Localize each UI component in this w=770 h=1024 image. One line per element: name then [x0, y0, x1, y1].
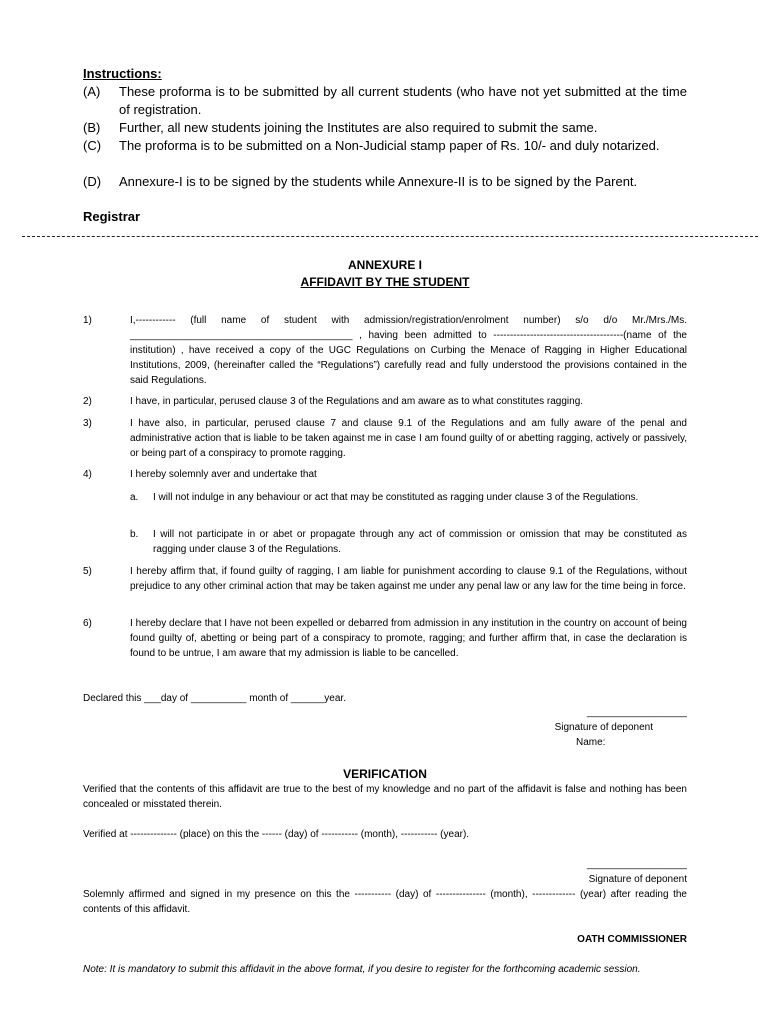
instruction-item-b	[83, 119, 687, 137]
verification-signature-label: Signature of deponent	[588, 874, 687, 885]
instruction-text: The proforma is to be submitted on a Non-Judicial stamp paper of Rs. 10/- and duly notarized.	[119, 138, 660, 153]
verification-signature-line: __________________	[586, 859, 687, 870]
instruction-text: Annexure-I is to be signed by the students while Annexure-II is to be signed by the Parent.	[119, 174, 638, 189]
subclause-text: I will not participate in or abet or propagate through any act of commission or omission that may be constituted as ragging under clause 3 of the Regulations.	[153, 529, 687, 555]
oath-commissioner: OATH COMMISSIONER	[577, 934, 687, 945]
clause-text: I hereby solemnly aver and undertake that	[130, 469, 317, 480]
clause-text: I,------------ (full name of student with admission/registration/enrolment number) s/o d/o Mr./Mrs./Ms. ________________________________________ , having been admitted to ---------------------------------------(name of the institution) , have received a copy of the UGC Regulations on Curbing the Menace of Ragging in Higher Educational Institutions, 2009, (hereinafter called the “Regulations”) carefully read and fully understood the provisions contained in the said Regulations.	[130, 315, 687, 386]
verification-paragraph: Verified that the contents of this affidavit are true to the best of my knowledge and no part of the affidavit is false and nothing has been concealed or misstated therein.	[83, 784, 687, 810]
clause-number: 2)	[83, 396, 92, 407]
clause-text: I have also, in particular, perused clause 7 and clause 9.1 of the Regulations and am fully aware of the penal and administrative action that is liable to be taken against me in case I am found guilty of or abetting ragging, actively or passively, or being part of a conspiracy to promote ragging.	[130, 418, 687, 459]
deponent-signature-line: __________________	[586, 707, 687, 718]
section-divider	[22, 236, 758, 237]
instruction-item-c	[83, 137, 687, 155]
deponent-name-label: Name:	[576, 737, 606, 748]
subclause-label: a.	[130, 492, 139, 503]
clause-3	[83, 416, 687, 461]
clause-1	[83, 313, 687, 388]
clause-text: I hereby affirm that, if found guilty of ragging, I am liable for punishment according to clause 9.1 of the Regulations, without prejudice to any other criminal action that may be taken against me under any penal law or any law for the time being in force.	[130, 566, 687, 592]
clause-number: 5)	[83, 566, 92, 577]
solemnly-affirmed-text: Solemnly affirmed and signed in my presence on this the ----------- (day) of --------------- (month), ------------- (year) after reading the contents of this affidavit.	[83, 889, 687, 915]
subclause-label: b.	[130, 529, 139, 540]
instruction-text: These proforma is to be submitted by all current students (who have not yet submitted at the time of registration.	[119, 84, 687, 117]
annexure-subtitle: AFFIDAVIT BY THE STUDENT	[300, 275, 470, 289]
subclause-text: I will not indulge in any behaviour or act that may be constituted as ragging under clause 3 of the Regulations.	[153, 492, 639, 503]
verified-at-line: Verified at -------------- (place) on this the ------ (day) of ----------- (month), ----------- (year).	[83, 829, 470, 840]
instruction-item-d	[83, 173, 687, 191]
clause-number: 1)	[83, 315, 92, 326]
clause-4	[83, 467, 687, 482]
instructions-title: Instructions:	[83, 66, 162, 81]
clause-text: I have, in particular, perused clause 3 of the Regulations and am aware as to what constitutes ragging.	[130, 396, 584, 407]
instruction-label: (A)	[83, 84, 101, 99]
instruction-text: Further, all new students joining the Institutes are also required to submit the same.	[119, 120, 598, 135]
registrar-signatory: Registrar	[83, 209, 141, 224]
clause-2	[83, 394, 687, 409]
subclause-a	[130, 490, 687, 505]
subclause-b	[130, 527, 687, 557]
instruction-label: (B)	[83, 120, 101, 135]
instruction-label: (D)	[83, 174, 102, 189]
verification-text	[83, 782, 687, 812]
verification-title: VERIFICATION	[343, 767, 427, 781]
clause-number: 4)	[83, 469, 92, 480]
annexure-title: ANNEXURE I	[347, 258, 422, 272]
clause-5	[83, 564, 687, 594]
clause-text: I hereby declare that I have not been expelled or debarred from admission in any institution in the country on account of being found guilty of, abetting or being part of a conspiracy to promote, ragging; and further affirm that, in case the declaration is found to be untrue, I am aware that my admission is liable to be cancelled.	[130, 618, 687, 659]
declared-line: Declared this ___day of __________ month of ______year.	[83, 693, 346, 704]
clause-number: 3)	[83, 418, 92, 429]
clause-number: 6)	[83, 618, 92, 629]
deponent-signature-label: Signature of deponent	[554, 722, 653, 733]
solemnly-affirmed	[83, 887, 687, 917]
instruction-item-a	[83, 83, 687, 119]
instruction-label: (C)	[83, 138, 102, 153]
footer-note: Note: It is mandatory to submit this affidavit in the above format, if you desire to register for the forthcoming academic session.	[83, 964, 641, 975]
clause-6	[83, 616, 687, 661]
